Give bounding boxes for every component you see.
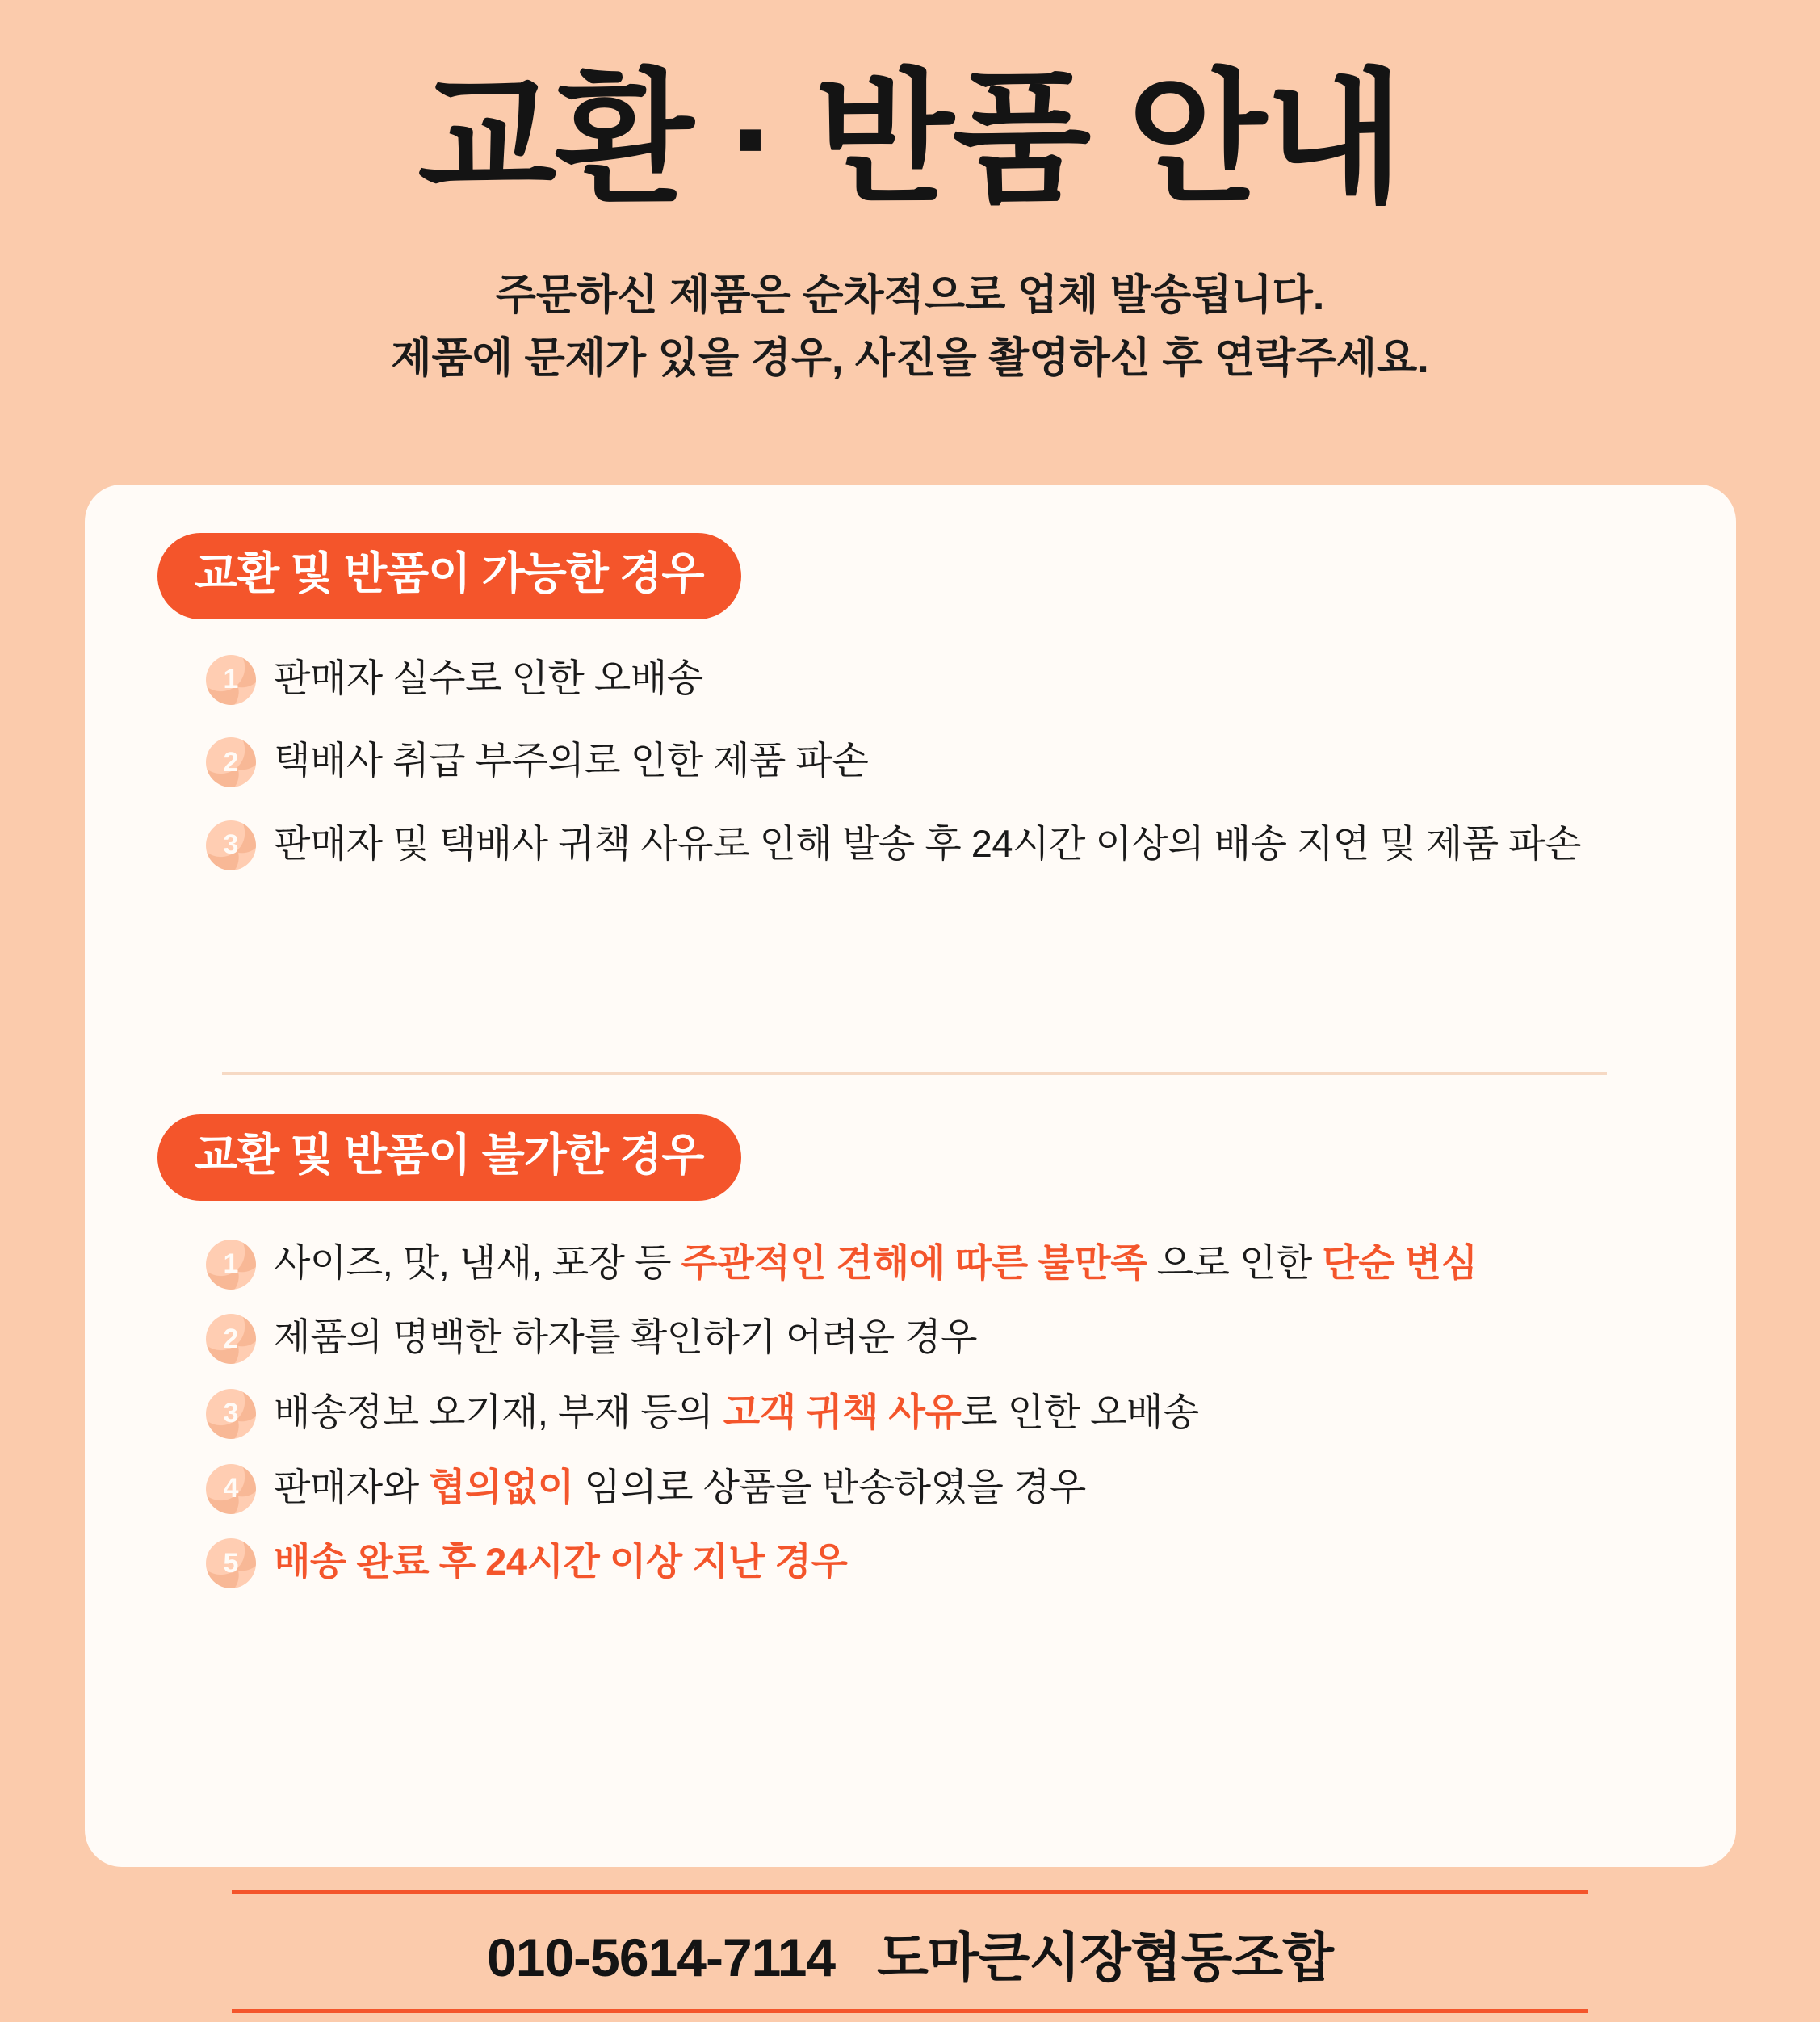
section-unavailable-badge: 교환 및 반품이 불가한 경우 bbox=[157, 1114, 741, 1201]
footer-rule-bottom bbox=[232, 2009, 1588, 2013]
list-item-text: 배송 완료 후 24시간 이상 지난 경우 bbox=[274, 1540, 848, 1584]
number-badge-2: 2 bbox=[206, 1314, 256, 1364]
number-badge-5: 5 bbox=[206, 1538, 256, 1588]
list-item bbox=[206, 734, 1663, 788]
list-item bbox=[206, 652, 1663, 706]
number-badge-1: 1 bbox=[206, 1240, 256, 1290]
footer-contact bbox=[0, 1894, 1820, 2009]
list-item-text: 택배사 취급 부주의로 인한 제품 파손 bbox=[274, 739, 869, 782]
section-divider bbox=[222, 1072, 1607, 1075]
contact-phone[interactable]: 010-5614-7114 bbox=[487, 1928, 836, 1987]
list-item bbox=[206, 1386, 1663, 1440]
list-item bbox=[206, 817, 1663, 871]
subtitle-line-1: 주문하신 제품은 순차적으로 업체 발송됩니다. bbox=[495, 271, 1325, 319]
list-item bbox=[206, 1535, 1663, 1589]
footer bbox=[0, 1890, 1820, 2013]
list-item-text: 제품의 명백한 하자를 확인하기 어려운 경우 bbox=[274, 1315, 978, 1359]
available-reason-list bbox=[85, 652, 1736, 871]
organization-name: 도마큰시장협동조합 bbox=[877, 1928, 1333, 1987]
list-item bbox=[206, 1311, 1663, 1365]
subtitle-line-2: 제품에 문제가 있을 경우, 사진을 촬영하신 후 연락주세요. bbox=[391, 334, 1429, 382]
info-card bbox=[85, 485, 1736, 1867]
page-title: 교환 · 반품 안내 bbox=[417, 58, 1403, 219]
unavailable-reason-list bbox=[85, 1236, 1736, 1590]
section-exchange-available bbox=[85, 533, 1736, 871]
section-available-badge: 교환 및 반품이 가능한 경우 bbox=[157, 533, 741, 619]
header-subtitle bbox=[0, 264, 1820, 390]
number-badge-3: 3 bbox=[206, 820, 256, 870]
section-exchange-unavailable bbox=[85, 1114, 1736, 1610]
list-item bbox=[206, 1461, 1663, 1515]
list-item-text: 판매자 실수로 인한 오배송 bbox=[274, 656, 703, 699]
number-badge-2: 2 bbox=[206, 737, 256, 787]
list-item-text: 배송정보 오기재, 부재 등의 고객 귀책 사유로 인한 오배송 bbox=[274, 1390, 1199, 1433]
header bbox=[0, 0, 1820, 390]
list-item bbox=[206, 1236, 1663, 1290]
number-badge-3: 3 bbox=[206, 1389, 256, 1439]
number-badge-4: 4 bbox=[206, 1464, 256, 1514]
list-item-text: 판매자와 협의없이 임의로 상품을 반송하였을 경우 bbox=[274, 1465, 1086, 1508]
number-badge-1: 1 bbox=[206, 655, 256, 705]
list-item-text: 판매자 및 택배사 귀책 사유로 인해 발송 후 24시간 이상의 배송 지연 및 제품 파손 bbox=[274, 821, 1582, 865]
list-item-text: 사이즈, 맛, 냄새, 포장 등 주관적인 견해에 따른 불만족 으로 인한 단순 변심 bbox=[274, 1240, 1478, 1284]
